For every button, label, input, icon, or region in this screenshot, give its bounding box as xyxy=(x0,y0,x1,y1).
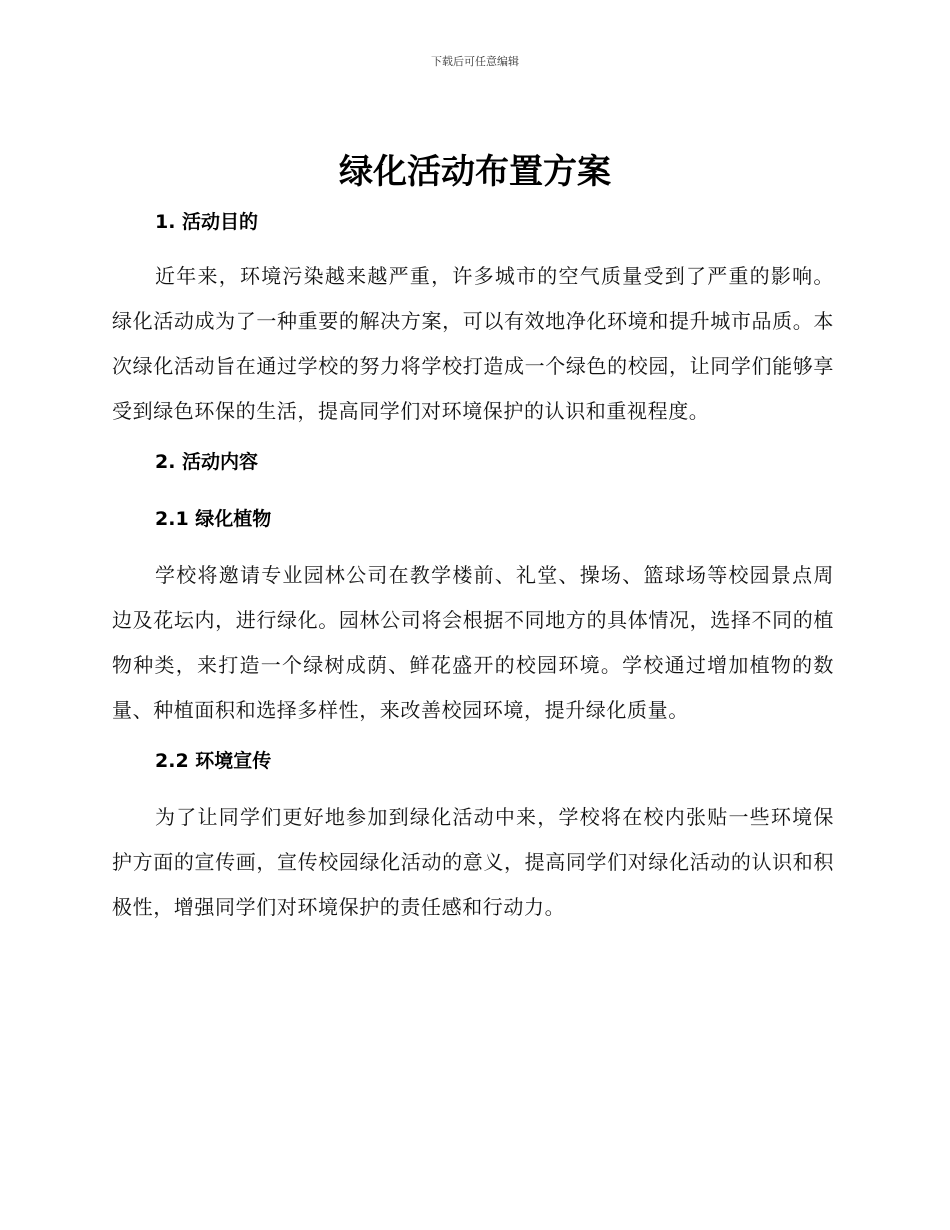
section-paragraph-promotion: 为了让同学们更好地参加到绿化活动中来，学校将在校内张贴一些环境保护方面的宣传画，宣传校园绿化活动的意义，提高同学们对绿化活动的认识和积极性，增强同学们对环境保护的责任感和行动力。 xyxy=(112,805,834,919)
header-note: 下载后可任意编辑 xyxy=(431,55,519,68)
section-heading-purpose: 1. 活动目的 xyxy=(155,211,259,233)
section-paragraph-purpose: 近年来，环境污染越来越严重，许多城市的空气质量受到了严重的影响。绿化活动成为了一种重要的解决方案，可以有效地净化环境和提升城市品质。本次绿化活动旨在通过学校的努力将学校打造成一个绿色的校园，让同学们能够享受到绿色环保的生活，提高同学们对环境保护的认识和重视程度。 xyxy=(112,264,834,423)
document-body xyxy=(112,200,834,930)
section-heading-plants: 2.1 绿化植物 xyxy=(155,508,272,530)
section-heading-promotion: 2.2 环境宣传 xyxy=(155,750,272,772)
section-paragraph-plants: 学校将邀请专业园林公司在教学楼前、礼堂、操场、篮球场等校园景点周边及花坛内，进行绿化。园林公司将会根据不同地方的具体情况，选择不同的植物种类，来打造一个绿树成荫、鲜花盛开的校园环境。学校通过增加植物的数量、种植面积和选择多样性，来改善校园环境，提升绿化质量。 xyxy=(112,563,834,722)
section-heading-content: 2. 活动内容 xyxy=(155,451,259,473)
document-title: 绿化活动布置方案 xyxy=(339,152,611,192)
